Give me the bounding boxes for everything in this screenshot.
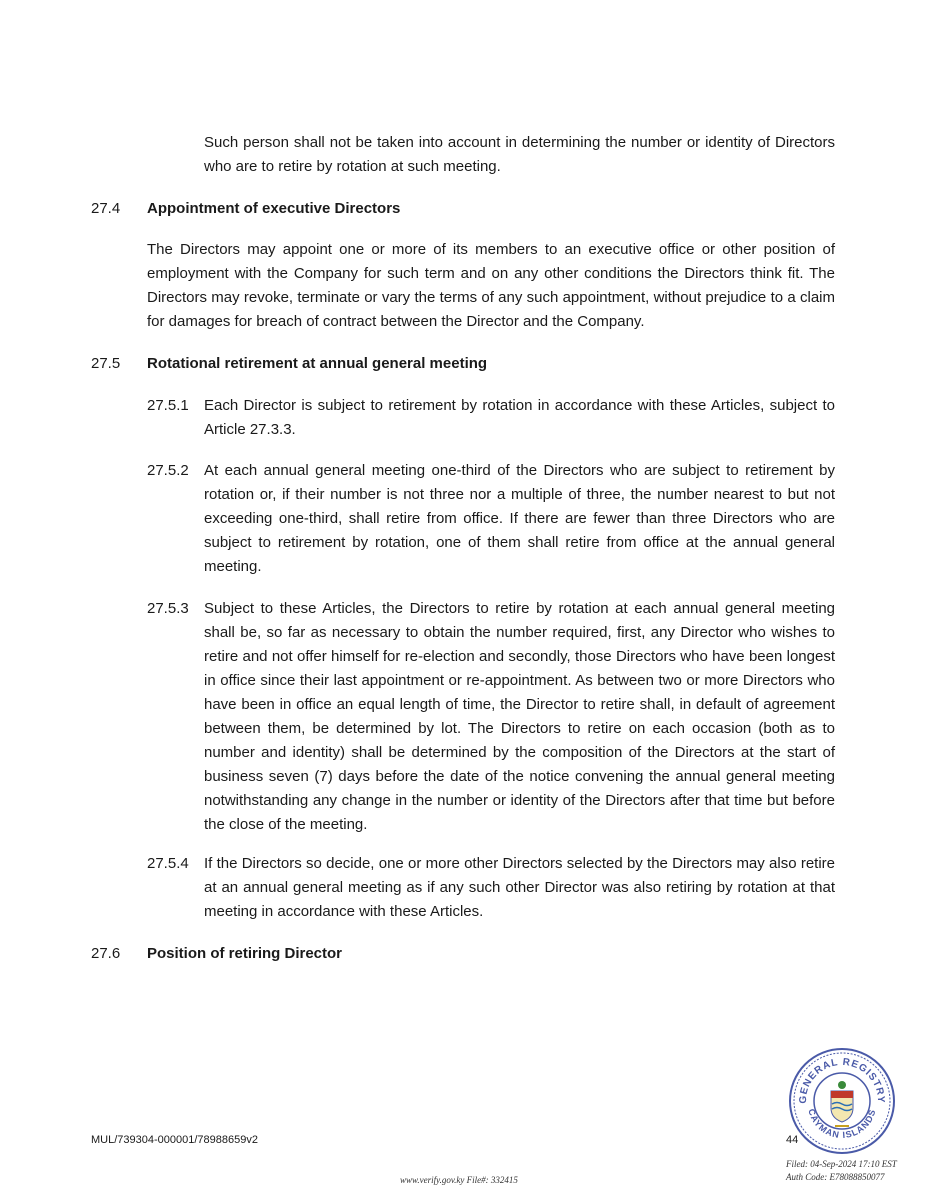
intro-paragraph: Such person shall not be taken into account in determining the number or identity of Directors who are to retire by rotation at such meeting. (204, 134, 835, 175)
section-paragraph: The Directors may appoint one or more of its members to an executive office or other position of employment with the Company for such term and on any other conditions the Directors think fit. The Directors may revoke, terminate or vary the terms of any such appointment, without prejudice to a claim for damages for breach of contract between the Director and the Company. (147, 241, 835, 330)
subsection-number: 27.5.3 (147, 600, 189, 617)
subsection-text: If the Directors so decide, one or more other Directors selected by the Directors may also retire at an annual general meeting as if any such other Director was also retiring by rotation at that meeting in accordance with these Articles. (204, 855, 835, 920)
seal-emblem-icon (787, 1046, 897, 1156)
subsection-text: At each annual general meeting one-third of the Directors who are subject to retirement by rotation or, if their number is not three nor a multiple of three, the number nearest to but not exceeding one-third, shall retire from office. If there are fewer than three Directors who are subject to retirement by rotation, one of them shall retire from office at the annual general meeting. (204, 462, 835, 575)
filing-stamp (786, 1158, 897, 1184)
subsection-text: Subject to these Articles, the Directors to retire by rotation at each annual general meeting shall be, so far as necessary to obtain the number required, first, any Director who wishes to retire and not offer himself for re-election and secondly, those Directors who have been longest in office since their last appointment or re-appointment. As between two or more Directors who have been in office an equal length of time, the Director to retire shall, in default of agreement between them, be determined by lot. The Directors to retire on each occasion (both as to number and identity) shall be determined by the composition of the Directors at the start of business seven (7) days before the date of the notice convening the annual general meeting notwithstanding any change in the number or identity of the Directors after that time but before the close of the meeting. (204, 600, 835, 833)
section-number: 27.4 (91, 200, 121, 217)
svg-text:CAYMAN ISLANDS: CAYMAN ISLANDS (806, 1107, 878, 1141)
subsection-number: 27.5.1 (147, 397, 189, 414)
section-title: Appointment of executive Directors (147, 200, 401, 217)
section-number: 27.6 (91, 945, 121, 962)
subsection-number: 27.5.4 (147, 855, 189, 872)
section-title: Position of retiring Director (147, 945, 343, 962)
filed-line: Filed: 04-Sep-2024 17:10 EST (786, 1159, 897, 1169)
registry-seal (787, 1046, 897, 1156)
section-title: Rotational retirement at annual general meeting (147, 355, 488, 372)
section-number: 27.5 (91, 355, 121, 372)
subsection-text: Each Director is subject to retirement by rotation in accordance with these Articles, subject to Article 27.3.3. (204, 397, 835, 438)
page-number: 44 (786, 1134, 799, 1146)
verify-link[interactable]: www.verify.gov.ky File#: 332415 (400, 1175, 518, 1185)
document-reference: MUL/739304-000001/78988659v2 (91, 1134, 258, 1146)
svg-text:GENERAL REGISTRY: GENERAL REGISTRY (797, 1056, 887, 1104)
subsection-number: 27.5.2 (147, 462, 189, 479)
auth-code-line: Auth Code: E78088850077 (786, 1172, 885, 1182)
